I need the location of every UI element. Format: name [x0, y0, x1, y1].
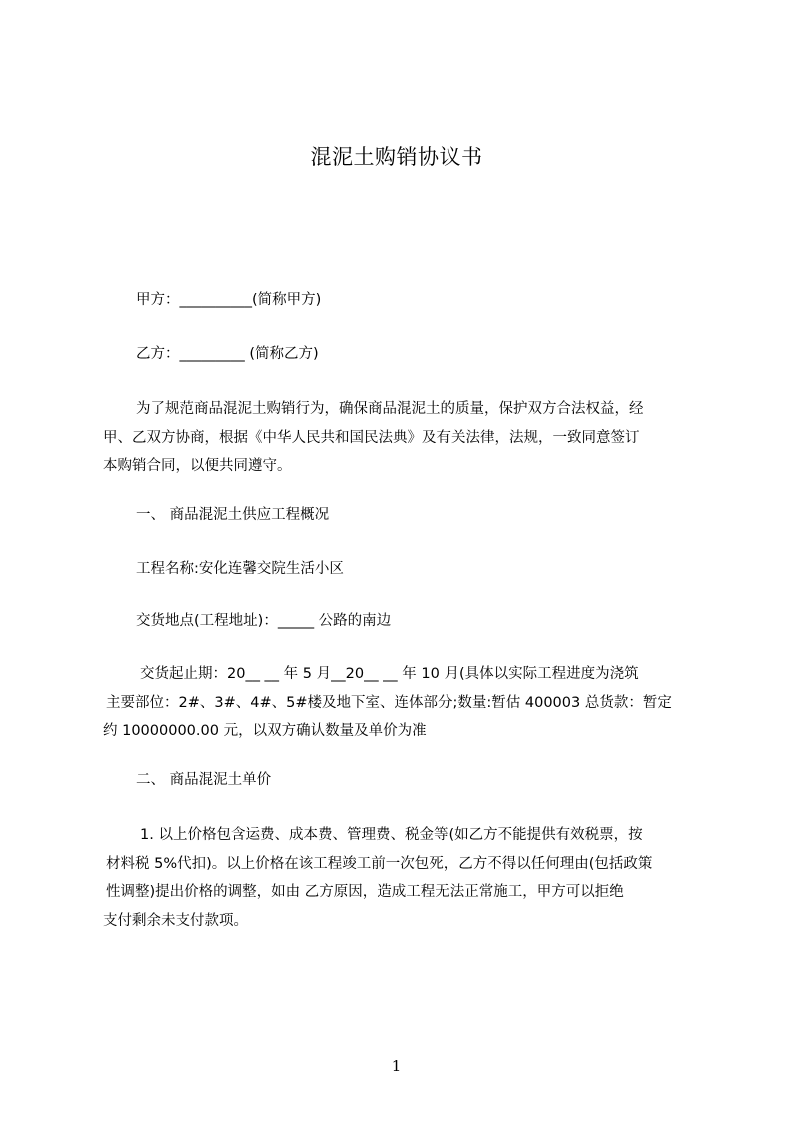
delivery-line-1: 交货起止期：20__ __ 年 5 月__20__ __ 年 10 月(具体以实际工程进度为浇筑: [140, 666, 639, 682]
delivery-line-2: 主要部位：2#、3#、4#、5#楼及地下室、连体部分;数量:暂估 400003 总货款：暂定: [106, 694, 672, 711]
price-clause-line-3: 性调整)提出价格的调整，如由 乙方原因，造成工程无法正常施工，甲方可以拒绝: [106, 884, 624, 900]
price-clause-line-1: 1. 以上价格包含运费、成本费、管理费、税金等(如乙方不能提供有效税票，按: [140, 827, 643, 843]
party-a-line: 甲方：__________(简称甲方): [136, 292, 322, 308]
price-clause-line-4: 支付剩余未支付款项。: [103, 912, 248, 929]
intro-line-1: 为了规范商品混泥土购销行为，确保商品混泥土的质量，保护双方合法权益，经: [136, 401, 644, 417]
intro-paragraph: [103, 395, 698, 481]
section-1-heading: 一、 商品混泥土供应工程概况: [136, 507, 330, 523]
intro-line-2: 甲、乙双方协商，根据《中华人民共和国民法典》及有关法律，法规，一致同意签订: [103, 429, 640, 446]
price-clause-paragraph: [103, 821, 698, 935]
document-title: 混泥土购销协议书: [310, 145, 483, 169]
project-name-line: 工程名称:安化连馨交院生活小区: [136, 561, 344, 577]
party-b-line: 乙方：_________ (简称乙方): [136, 346, 319, 362]
section-2-heading: 二、 商品混泥土单价: [136, 772, 272, 788]
intro-line-3: 本购销合同，以便共同遵守。: [103, 458, 292, 474]
delivery-line-3: 约 10000000.00 元，以双方确认数量及单价为准: [103, 723, 427, 739]
price-clause-line-2: 材料税 5%代扣)。以上价格在该工程竣工前一次包死，乙方不得以任何理由(包括政策: [106, 855, 653, 872]
delivery-paragraph: [103, 660, 698, 746]
page-number: 1: [391, 1057, 402, 1075]
delivery-location-line: 交货地点(工程地址)：_____ 公路的南边: [136, 613, 392, 629]
